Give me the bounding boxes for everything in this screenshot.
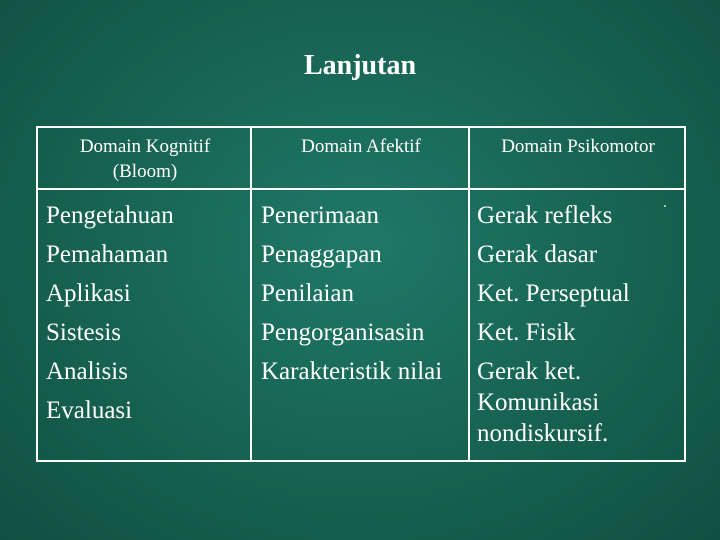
column-header-kognitif <box>38 134 252 184</box>
header-line: Domain Kognitif <box>79 136 211 157</box>
list-item: Penilaian <box>261 280 355 307</box>
list-item: Evaluasi <box>46 397 133 424</box>
list-item: Analisis <box>46 358 128 385</box>
list-psikomotor <box>470 196 686 449</box>
column-psikomotor <box>470 128 686 460</box>
column-afektif <box>252 128 470 460</box>
header-line: Domain Psikomotor <box>501 136 655 157</box>
list-item: Pengetahuan <box>46 202 174 229</box>
decorative-dot <box>664 205 666 207</box>
list-item: Pengorganisasin <box>261 319 425 346</box>
list-item: Ket. Fisik <box>477 319 576 346</box>
list-item: Ket. Perseptual <box>477 280 630 307</box>
list-item-line: Gerak ket. <box>477 358 582 385</box>
header-line: (Bloom) <box>112 161 178 182</box>
domain-table <box>36 126 686 462</box>
list-item: Gerak dasar <box>477 241 598 268</box>
column-header-psikomotor <box>470 134 686 159</box>
slide-title: Lanjutan <box>303 50 417 81</box>
list-item: Penerimaan <box>261 202 380 229</box>
header-line: Domain Afektif <box>301 136 421 157</box>
list-item: Pemahaman <box>46 241 169 268</box>
list-item: Aplikasi <box>46 280 131 307</box>
list-item-line: nondiskursif. <box>477 420 609 447</box>
list-item <box>477 356 686 449</box>
list-kognitif <box>38 196 252 430</box>
list-item: Karakteristik nilai <box>261 358 443 385</box>
column-header-afektif <box>252 134 470 159</box>
list-afektif <box>252 196 470 391</box>
list-item: Gerak refleks <box>477 202 613 229</box>
list-item: Sistesis <box>46 319 122 346</box>
list-item-line: Komunikasi <box>477 389 600 416</box>
column-kognitif <box>38 128 252 460</box>
list-item: Penaggapan <box>261 241 382 268</box>
